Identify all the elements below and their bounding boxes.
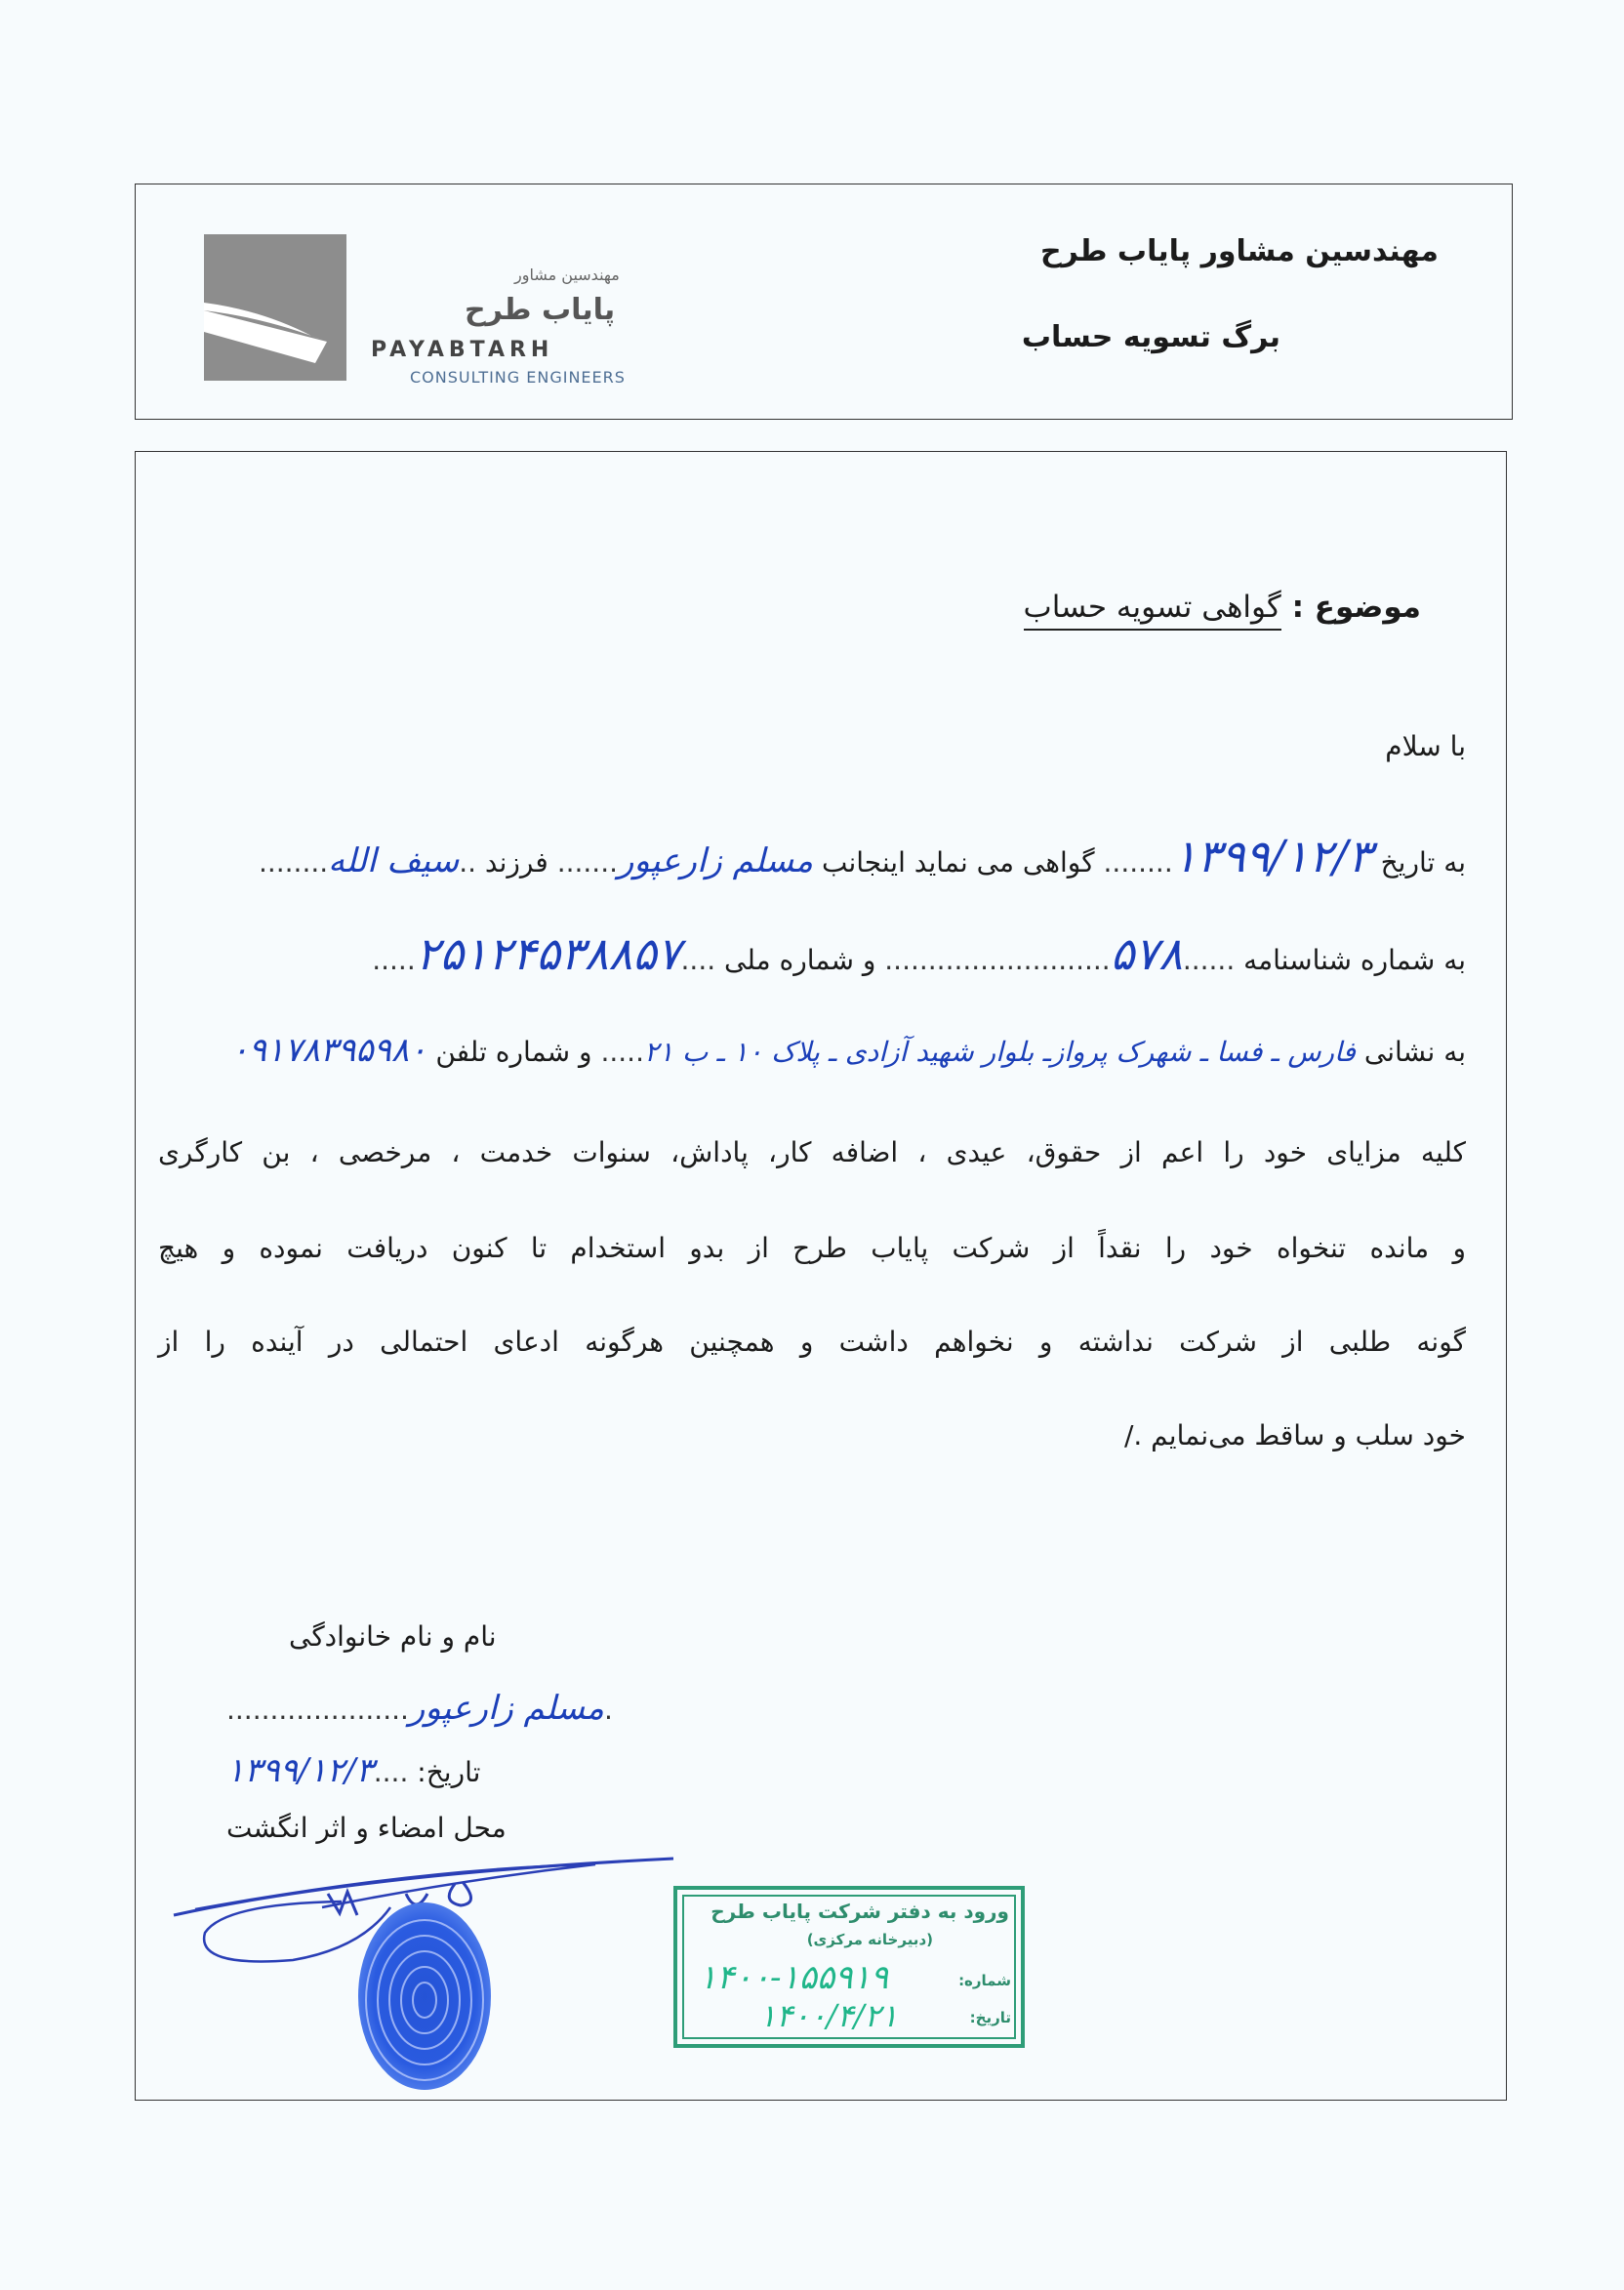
name-label: نام و نام خانوادگی [289,1620,497,1653]
line-address-phone: به نشانی فارس ـ فسا ـ شهرک پروازـ بلوار شهید آزادی ـ پلاک ۱۰ ـ ب ۲۱..... و شماره تلفن ۰۹۱۷۸۳۹۵۹۸۰ [230,1031,1466,1070]
stamp-number-label: شماره: [958,1972,1011,1989]
sign-date-value: ۱۳۹۹/۱۲/۳ [226,1751,374,1790]
line-ids: به شماره شناسنامه ......۵۷۸.......................... و شماره ملی ....۲۵۱۲۴۵۳۸۸۵۷..... [372,927,1466,980]
greeting: با سلام [1385,730,1466,762]
logo-en-main: PAYABTARH [371,338,554,362]
body-line-3: گونه طلبی از شرکت نداشته و نخواهم داشت و همچنین هرگونه ادعای احتمالی در آینده را از [158,1326,1466,1358]
body-line-4: خود سلب و ساقط می‌نمایم ./ [1123,1419,1466,1452]
line3-mid: و شماره تلفن [435,1036,592,1068]
line2-mid: و شماره ملی [724,944,876,976]
line3-phone: ۰۹۱۷۸۳۹۵۹۸۰ [230,1031,427,1070]
name-field: .....................مسلم زارعپور. [226,1689,613,1728]
body-line-1: کلیه مزایای خود را اعم از حقوق، عیدی ، اضافه کار، پاداش، سنوات خدمت ، مرخصی ، بن کارگری [158,1136,1466,1168]
line2-national-id: ۲۵۱۲۴۵۳۸۸۵۷ [415,927,681,980]
line3-lead: به نشانی [1363,1036,1466,1068]
stamp-date-value: ۱۴۰۰/۴/۲۱ [759,1997,898,2034]
date-field: ۱۳۹۹/۱۲/۳.... تاریخ: [226,1751,481,1790]
line1-lead: به تاریخ [1380,846,1466,879]
sign-label: محل امضاء و اثر انگشت [226,1812,507,1844]
stamp-number-value: ۱۴۰۰-۱۵۵۹۱۹ [699,1958,889,1997]
line1-father: سیف الله [328,841,460,880]
company-name: مهندسین مشاور پایاب طرح [1039,234,1439,268]
subject-value: گواهی تسویه حساب [1024,590,1281,631]
stamp-date-label: تاریخ: [969,2009,1011,2026]
logo-fa-main: پایاب طرح [465,293,616,327]
stamp-title: ورود به دفتر شرکت پایاب طرح [710,1900,1009,1923]
line1-mid: گواهی می نماید اینجانب [821,846,1095,879]
stamp-subtitle: (دبیرخانه مرکزی) [806,1931,933,1948]
line3-address: فارس ـ فسا ـ شهرک پروازـ بلوار شهید آزادی ـ پلاک ۱۰ ـ ب ۲۱ [643,1036,1356,1068]
logo-en-sub: CONSULTING ENGINEERS [410,368,626,387]
subject-line [1024,590,1421,625]
fingerprint [351,1899,498,2094]
line1-date: ۱۳۹۹/۱۲/۳ [1172,830,1372,882]
sign-date-label: تاریخ: [417,1756,481,1788]
body-line-2: و مانده تنخواه خود را نقداً از شرکت پایاب طرح از بدو استخدام تا کنون دریافت نموده و هیچ [158,1232,1466,1264]
line1-child-of: فرزند [484,846,548,879]
line2-id-number: ۵۷۸ [1110,927,1183,980]
form-title: برگ تسویه حساب [1021,320,1280,354]
office-entry-stamp [673,1886,1025,2048]
subject-label: موضوع : [1291,590,1421,625]
company-logo-mark [204,234,346,381]
name-value: مسلم زارعپور [408,1689,604,1728]
line1-name: مسلم زارعپور [618,841,814,880]
logo-fa-small: مهندسین مشاور [514,266,620,284]
line-date-name: به تاریخ ۱۳۹۹/۱۲/۳........ گواهی می نماید اینجانب مسلم زارعپور....... فرزند ..سیف الله........ [258,830,1466,882]
line2-lead: به شماره شناسنامه [1243,944,1466,976]
